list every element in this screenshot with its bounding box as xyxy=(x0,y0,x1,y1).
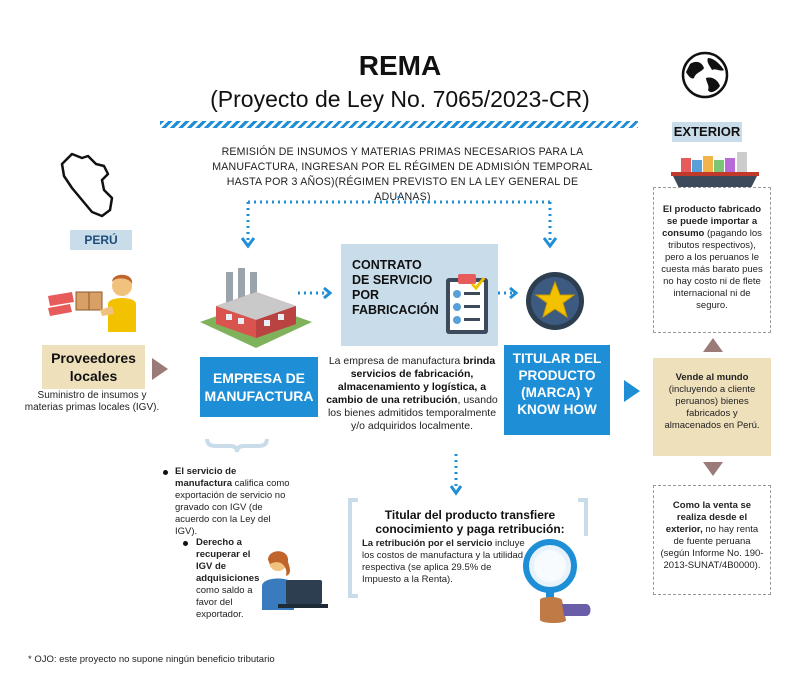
intro-text: REMISIÓN DE INSUMOS Y MATERIAS PRIMAS NECESARIOS PARA LA MANUFACTURA, INGRESAN POR EL RÉGIMEN DE ADMISIÓN TEMPORAL HASTA POR 3 AÑOS)(RÉGIMEN PREVISTO EN LA LEY GENERAL DE ADUANAS) xyxy=(212,146,593,203)
globe-icon xyxy=(680,50,730,100)
arrow-up-icon xyxy=(701,336,725,354)
bullet-dot-2 xyxy=(183,541,188,546)
bullet-servicio-manufactura: El servicio de manufactura califica como exportación de servicio no gravado con IGV (de acuerdo con la Ley del IGV). xyxy=(175,466,290,537)
star-medal-icon xyxy=(524,270,586,332)
exterior-importar-box: El producto fabricado se puede importar a consumo (pagando los tributos respectivos), pero a los peruanos le cuesta más barato pues no hay costo ni de flete internacional ni de seguro. xyxy=(653,187,771,333)
title: REMA xyxy=(358,50,442,81)
arrow-down-icon xyxy=(701,460,725,478)
subtitle: (Proyecto de Ley No. 7065/2023-CR) xyxy=(210,86,590,112)
exterior-renta-box: Como la venta se realiza desde el exterior, no hay renta de fuente peruana (según Informe No. 190-2013-SUNAT/4B0000). xyxy=(653,485,771,595)
factory-illustration xyxy=(196,262,316,358)
worker-laptop-illustration xyxy=(256,546,328,616)
magnifying-glass-icon xyxy=(516,534,598,630)
bullet-dot xyxy=(163,470,168,475)
exterior-vende-box: Vende al mundo (incluyendo a cliente peruanos) bienes fabricados y almacenados en Perú. xyxy=(653,358,771,456)
clipboard-contract-icon xyxy=(442,270,492,336)
transferencia-description: La retribución por el servicio incluye los costos de manufactura y la utilidad respectiva (se aplica 29.5% de Impuesto a la Renta). xyxy=(362,538,525,585)
dotted-arrow-right-icon xyxy=(296,286,336,300)
titular-producto-box: TITULAR DEL PRODUCTO (MARCA) Y KNOW HOW xyxy=(504,345,610,435)
dotted-arrow-down-icon xyxy=(448,452,464,498)
footnote: * OJO: este proyecto no supone ningún beneficio tributario xyxy=(28,654,275,665)
empresa-manufactura-box: EMPRESA DE MANUFACTURA xyxy=(200,357,318,417)
contrato-title: CONTRATO DE SERVICIO POR FABRICACIÓN xyxy=(352,258,439,317)
brace-decoration xyxy=(204,436,270,454)
peru-map-icon xyxy=(58,150,118,222)
divider-stripe xyxy=(160,121,638,128)
arrow-right-icon xyxy=(150,356,170,382)
arrow-right-icon-2 xyxy=(622,378,642,404)
proveedores-locales-box: Proveedores locales xyxy=(42,345,145,389)
transferencia-title: Titular del producto transfiere conocimiento y paga retribución: xyxy=(375,508,565,536)
dotted-arrow-right-icon-2 xyxy=(496,286,522,300)
bullet-derecho-igv: Derecho a recuperar el IGV de adquisiciones como saldo a favor del exportador. xyxy=(196,537,260,620)
contrato-description: La empresa de manufactura brinda servicios de fabricación, almacenamiento y logística, a cambio de una retribución, usando los bienes admitidos temporalmente y/o adquiridos localmente. xyxy=(326,355,498,432)
proveedores-description: Suministro de insumos y materias primas locales (IGV). xyxy=(24,390,160,413)
supplier-illustration xyxy=(42,270,146,336)
peru-label: PERÚ xyxy=(70,230,132,250)
exterior-label: EXTERIOR xyxy=(672,122,742,142)
